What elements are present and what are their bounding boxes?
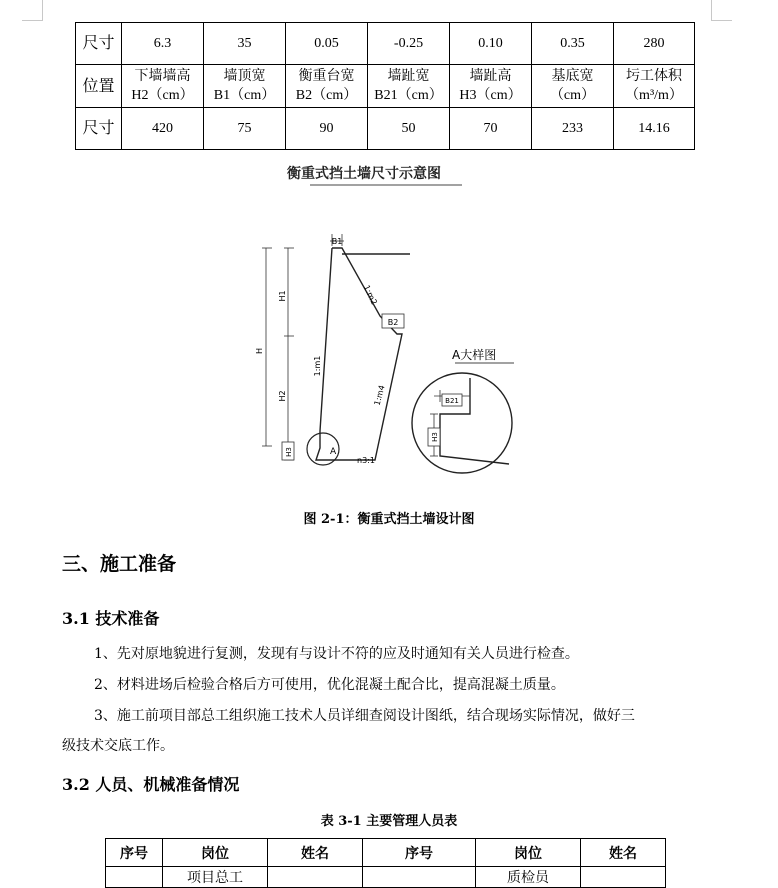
table-row xyxy=(76,65,695,108)
height-dimensions xyxy=(262,248,294,460)
slope-m2-label: 1:m2 xyxy=(361,283,379,307)
h2-label: H2 xyxy=(278,390,287,402)
table-cell xyxy=(532,65,614,108)
table-header-cell: 姓名 xyxy=(268,839,363,867)
cell-line: B21（cm） xyxy=(374,88,443,103)
table-cell: 0.05 xyxy=(286,23,368,65)
cell-line: 基底宽 xyxy=(551,69,594,84)
table-cell: 90 xyxy=(286,108,368,150)
table-cell xyxy=(204,65,286,108)
cell-line: 墙趾宽 xyxy=(387,69,430,84)
cell-line: （m³/m） xyxy=(625,88,683,103)
table-cell xyxy=(122,65,204,108)
table-cell: 75 xyxy=(204,108,286,150)
table-header-cell: 岗位 xyxy=(476,839,581,867)
h1-label: H1 xyxy=(278,290,287,302)
table-cell xyxy=(614,65,695,108)
slope-n-label: n3:1 xyxy=(357,456,375,465)
staff-table xyxy=(105,838,666,888)
table-cell xyxy=(286,65,368,108)
b21-label: B21 xyxy=(445,397,459,405)
table-cell: 420 xyxy=(122,108,204,150)
table-header-cell: 序号 xyxy=(106,839,163,867)
cell-line: B1（cm） xyxy=(213,88,276,103)
table-header-row xyxy=(106,839,666,867)
table-cell: -0.25 xyxy=(368,23,450,65)
table-cell: 14.16 xyxy=(614,108,695,150)
page-corner-mark-right-h xyxy=(711,20,732,21)
paragraph: 1、先对原地貌进行复测，发现有与设计不符的应及时通知有关人员进行检查。 xyxy=(94,646,579,662)
table-cell: 50 xyxy=(368,108,450,150)
detail-h3-label: H3 xyxy=(431,432,439,442)
subsection-heading: 3.1 技术准备 xyxy=(62,609,160,628)
cell-line: 位置 xyxy=(82,77,115,95)
figure-caption: 图 2-1：衡重式挡土墙设计图 xyxy=(303,512,475,527)
paragraph: 2、材料进场后检验合格后方可使用，优化混凝土配合比，提高混凝土质量。 xyxy=(94,677,565,693)
table-cell xyxy=(76,65,122,108)
page-corner-mark-left-h xyxy=(22,20,43,21)
dimension-table xyxy=(75,22,695,150)
table-row xyxy=(76,23,695,65)
paragraph: 级技术交底工作。 xyxy=(62,738,174,754)
h3-label: H3 xyxy=(285,447,293,457)
b1-label: B1 xyxy=(331,237,343,246)
cell-line: 墙趾高 xyxy=(469,69,512,84)
table-cell xyxy=(581,867,666,888)
h-label: H xyxy=(255,347,264,355)
detail-outline xyxy=(440,378,509,464)
subsection-heading: 3.2 人员、机械准备情况 xyxy=(62,775,240,794)
paragraph: 3、施工前项目部总工组织施工技术人员详细查阅设计图纸，结合现场实际情况，做好三 xyxy=(94,708,635,724)
table-cell: 6.3 xyxy=(122,23,204,65)
detail-a-label: A xyxy=(330,447,337,457)
cell-line: （cm） xyxy=(549,88,596,103)
table-cell: 233 xyxy=(532,108,614,150)
cell-line: 圬工体积 xyxy=(626,69,682,84)
table-header-cell: 岗位 xyxy=(163,839,268,867)
table-row xyxy=(106,867,666,888)
b2-label: B2 xyxy=(387,318,399,327)
cell-line: 下墙墙高 xyxy=(134,69,191,84)
table-row xyxy=(76,108,695,150)
table-cell xyxy=(368,65,450,108)
table-cell xyxy=(450,65,532,108)
cell-line: 衡重台宽 xyxy=(298,69,355,84)
table-cell: 70 xyxy=(450,108,532,150)
page-corner-mark-left xyxy=(42,0,43,20)
table-cell: 尺寸 xyxy=(76,108,122,150)
cell-line: H2（cm） xyxy=(131,88,194,103)
table-cell: 280 xyxy=(614,23,695,65)
table-cell: 项目总工 xyxy=(163,867,268,888)
table-cell: 0.10 xyxy=(450,23,532,65)
section-heading: 三、施工准备 xyxy=(62,553,177,575)
table-cell xyxy=(106,867,163,888)
table-cell: 质检员 xyxy=(476,867,581,888)
table-header-cell: 姓名 xyxy=(581,839,666,867)
detail-title: A大样图 xyxy=(452,348,497,362)
cell-line: B2（cm） xyxy=(295,88,358,103)
slope-m1-label: 1:m1 xyxy=(313,355,322,377)
diagram-title: 衡重式挡土墙尺寸示意图 xyxy=(287,166,441,182)
table-caption: 表 3-1 主要管理人员表 xyxy=(320,814,458,829)
retaining-wall-diagram xyxy=(252,156,532,496)
cell-line: 墙顶宽 xyxy=(223,69,266,84)
page-corner-mark-right xyxy=(711,0,712,20)
table-cell: 尺寸 xyxy=(76,23,122,65)
table-cell xyxy=(363,867,476,888)
wall-outline xyxy=(316,248,410,460)
table-cell: 35 xyxy=(204,23,286,65)
cell-line: H3（cm） xyxy=(459,88,522,103)
table-header-cell: 序号 xyxy=(363,839,476,867)
table-cell xyxy=(268,867,363,888)
slope-m4-label: 1:m4 xyxy=(372,384,387,407)
table-cell: 0.35 xyxy=(532,23,614,65)
